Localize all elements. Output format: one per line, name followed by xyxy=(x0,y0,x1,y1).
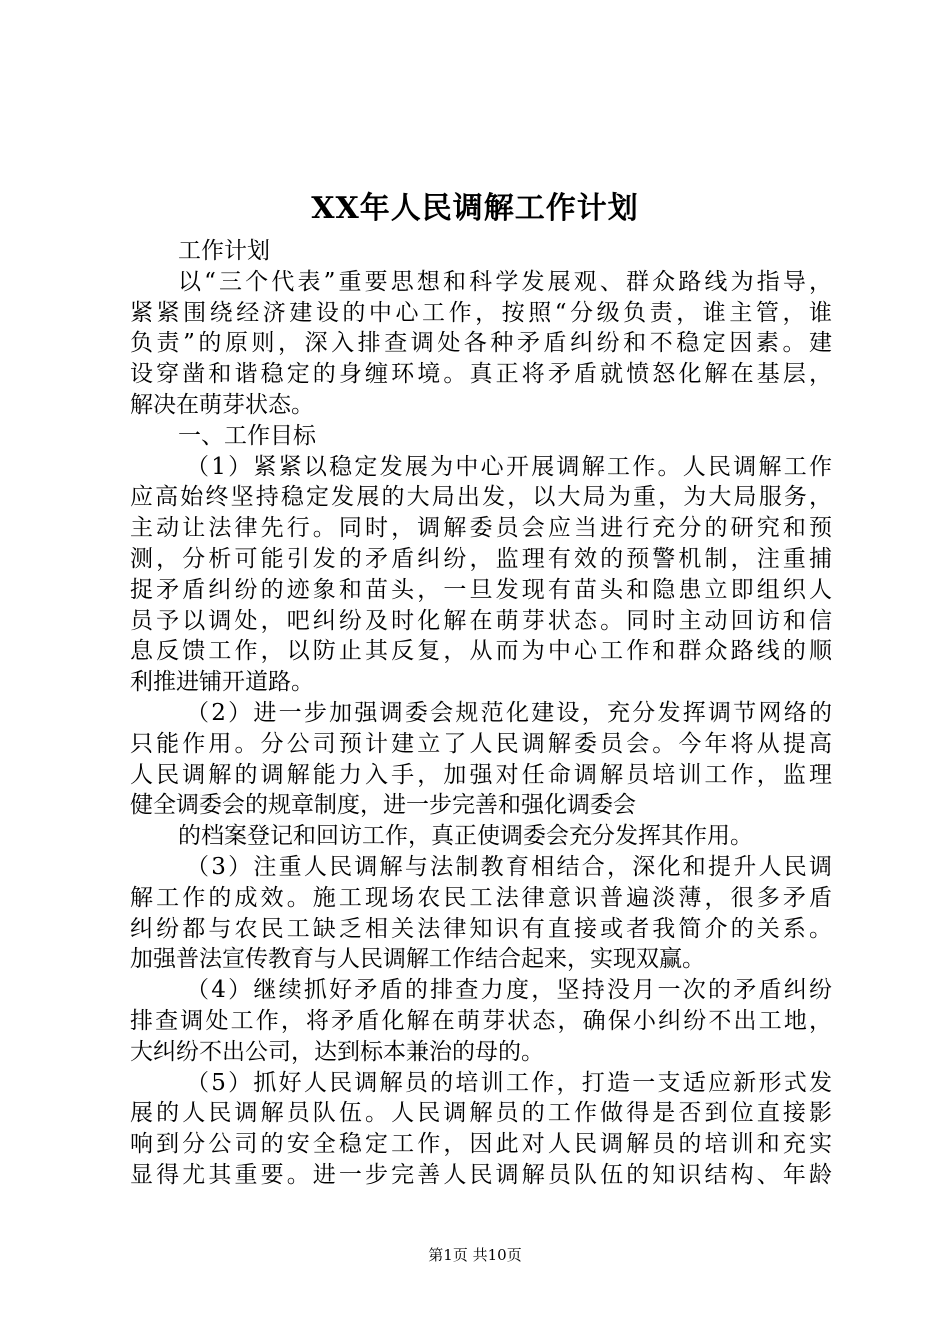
paragraph-line: 解工作的成效。施工现场农民工法律意识普遍淡薄，很多矛盾 xyxy=(130,884,832,911)
paragraph-line: 员予以调处，吧纠纷及时化解在萌芽状态。同时主动回访和信 xyxy=(130,607,832,634)
paragraph-line: （1）紧紧以稳定发展为中心开展调解工作。人民调解工作 xyxy=(186,453,832,480)
paragraph-line: 展的人民调解员队伍。人民调解员的工作做得是否到位直接影 xyxy=(130,1100,832,1127)
paragraph-line: 以“三个代表”重要思想和科学发展观、群众路线为指导， xyxy=(178,268,832,295)
paragraph-line: （5）抓好人民调解员的培训工作，打造一支适应新形式发 xyxy=(186,1069,832,1096)
paragraph-line: 负责”的原则，深入排查调处各种矛盾纠纷和不稳定因素。建 xyxy=(130,330,832,357)
paragraph-line: 捉矛盾纠纷的迹象和苗头，一旦发现有苗头和隐患立即组织人 xyxy=(130,576,832,603)
paragraph-line: 只能作用。分公司预计建立了人民调解委员会。今年将从提高 xyxy=(130,730,832,757)
paragraph-line: 纠纷都与农民工缺乏相关法律知识有直接或者我简介的关系。 xyxy=(130,915,832,942)
paragraph-line: 解决在萌芽状态。 xyxy=(130,391,314,418)
paragraph-line: 紧紧围绕经济建设的中心工作，按照“分级负责，谁主管，谁 xyxy=(130,299,832,326)
paragraph-line: 人民调解的调解能力入手，加强对任命调解员培训工作，监理 xyxy=(130,761,832,788)
document-title: XX年人民调解工作计划 xyxy=(311,191,639,226)
paragraph-line: 大纠纷不出公司，达到标本兼治的母的。 xyxy=(130,1038,544,1065)
paragraph-line: 排查调处工作，将矛盾化解在萌芽状态，确保小纠纷不出工地， xyxy=(130,1007,832,1034)
document-body xyxy=(130,236,832,1191)
paragraph-line: （3）注重人民调解与法制教育相结合，深化和提升人民调 xyxy=(186,853,832,880)
paragraph-line: 响到分公司的安全稳定工作，因此对人民调解员的培训和充实 xyxy=(130,1131,832,1158)
paragraph-line: 显得尤其重要。进一步完善人民调解员队伍的知识结构、年龄 xyxy=(130,1161,832,1188)
page-footer: 第1页 共10页 xyxy=(428,1246,522,1264)
paragraph-line: 设穿凿和谐稳定的身缠环境。真正将矛盾就愤怒化解在基层， xyxy=(130,361,832,388)
paragraph-line: 加强普法宣传教育与人民调解工作结合起来，实现双赢。 xyxy=(130,946,705,973)
paragraph-line: 应高始终坚持稳定发展的大局出发，以大局为重，为大局服务， xyxy=(130,484,832,511)
paragraph-line: （4）继续抓好矛盾的排查力度，坚持没月一次的矛盾纠纷 xyxy=(186,977,832,1004)
section-heading: 一、工作目标 xyxy=(178,422,316,449)
paragraph-line: 利推进铺开道路。 xyxy=(130,669,314,696)
paragraph-line: 主动让法律先行。同时，调解委员会应当进行充分的研究和预 xyxy=(130,515,832,542)
paragraph-line: 测，分析可能引发的矛盾纠纷，监理有效的预警机制，注重捕 xyxy=(130,545,832,572)
paragraph-line: 的档案登记和回访工作，真正使调委会充分发挥其作用。 xyxy=(178,823,753,850)
paragraph-line: 健全调委会的规章制度，进一步完善和强化调委会 xyxy=(130,792,636,819)
paragraph-line: 息反馈工作，以防止其反复，从而为中心工作和群众路线的顺 xyxy=(130,638,832,665)
paragraph-line: （2）进一步加强调委会规范化建设，充分发挥调节网络的 xyxy=(186,699,832,726)
section-label: 工作计划 xyxy=(178,238,270,264)
